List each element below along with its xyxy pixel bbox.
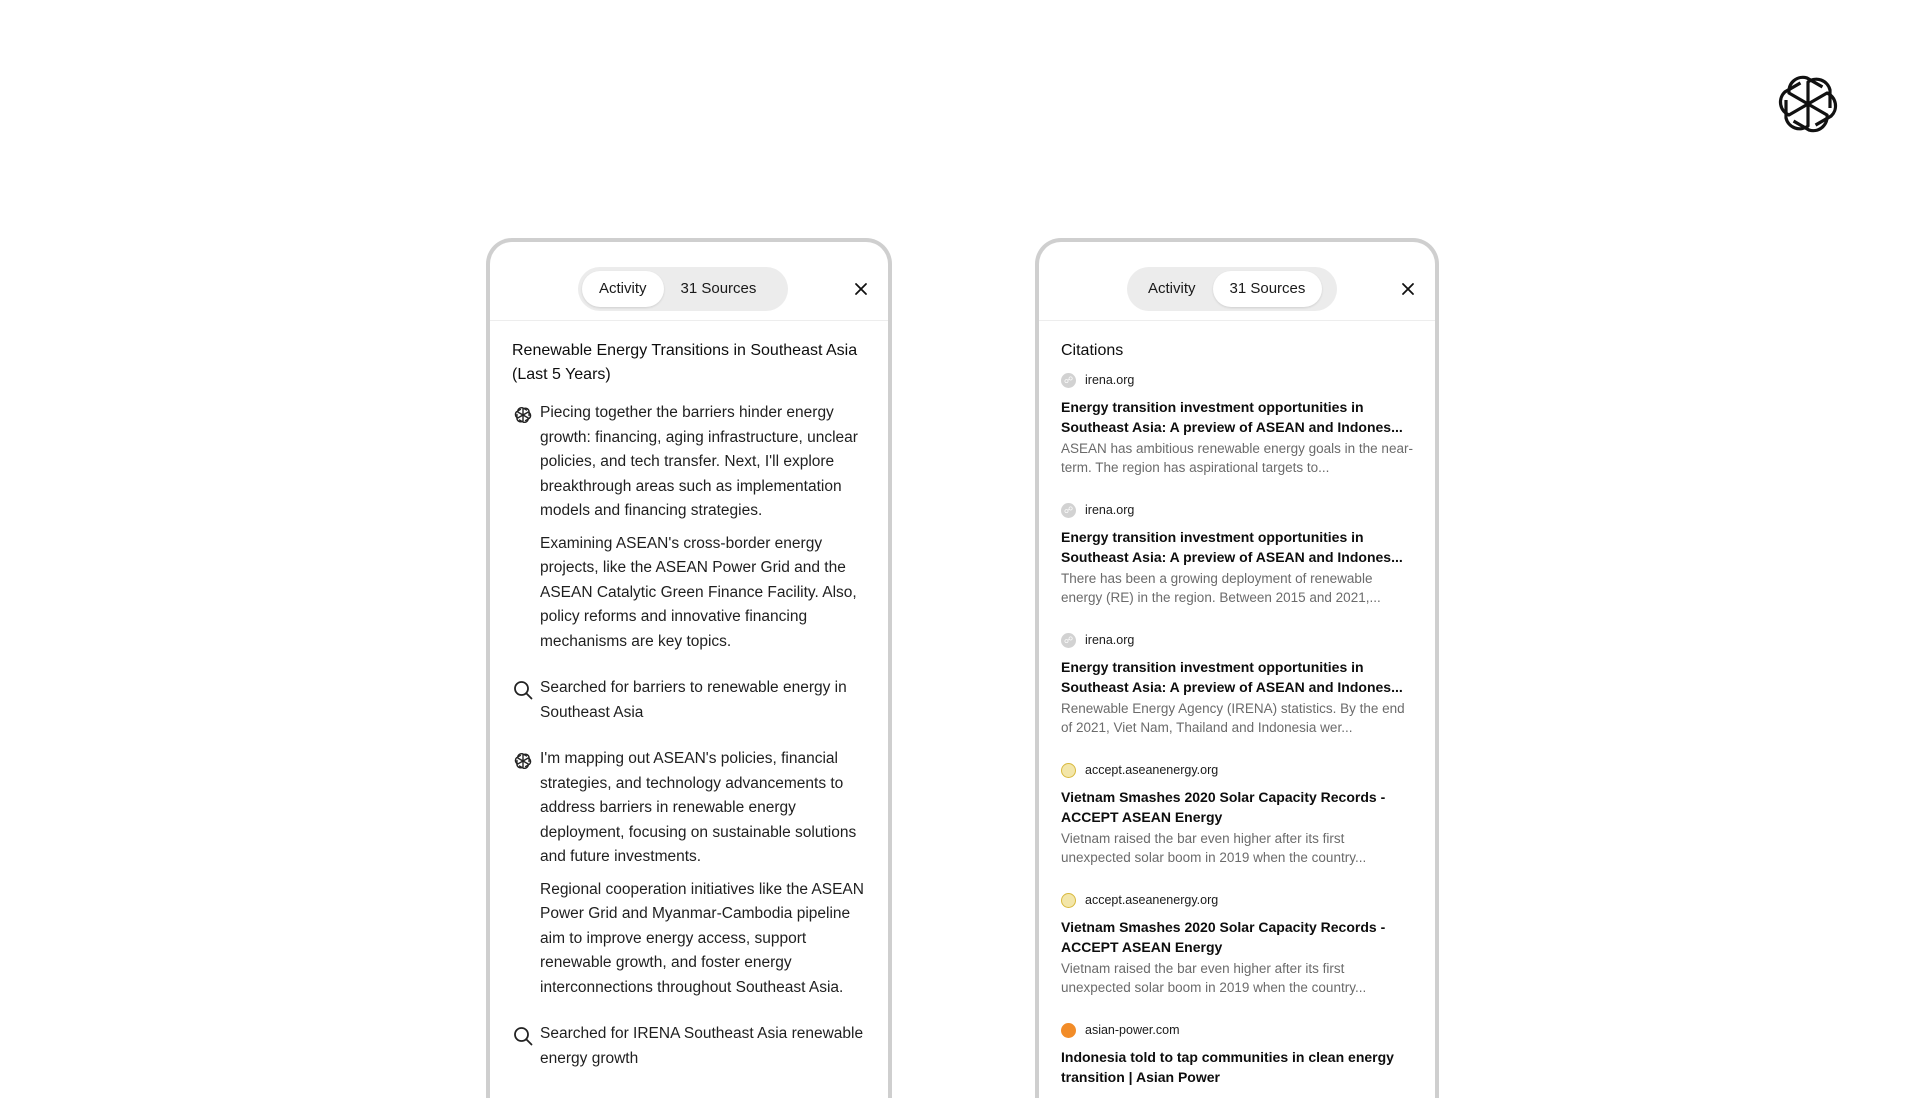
activity-list (490, 321, 888, 1079)
panel-header (1039, 242, 1435, 321)
sources-panel (1035, 238, 1439, 1098)
activity-text: Searched for barriers to renewable energy in Southeast Asia (540, 679, 847, 721)
irena-favicon-icon: ☍ (1061, 633, 1076, 648)
openai-logo-icon (512, 750, 534, 772)
citation-title[interactable]: Energy transition investment opportunities in Southeast Asia: A preview of ASEAN and Indones... (1061, 399, 1403, 435)
citation-domain: accept.aseanenergy.org (1085, 893, 1219, 907)
activity-text: Searched for IRENA Southeast Asia renewable energy growth (540, 1025, 864, 1067)
citation-source (1061, 631, 1413, 649)
citation-snippet: There has been a growing deployment of renewable energy (RE) in the region. Between 2015 and 2021,... (1061, 571, 1381, 605)
close-icon[interactable] (852, 280, 870, 298)
activity-item (512, 1022, 866, 1079)
irena-favicon-icon: ☍ (1061, 373, 1076, 388)
asean-energy-favicon-icon (1061, 893, 1076, 908)
citation-item[interactable] (1061, 631, 1413, 737)
citation-item[interactable] (1061, 501, 1413, 607)
openai-logo-icon (512, 404, 534, 426)
citation-title[interactable]: Vietnam Smashes 2020 Solar Capacity Records - ACCEPT ASEAN Energy (1061, 919, 1386, 955)
citation-snippet: Renewable Energy Agency (IRENA) statistics. By the end of 2021, Viet Nam, Thailand and Indonesia wer... (1061, 701, 1405, 735)
tab-switcher (1127, 267, 1337, 311)
citation-title[interactable]: Energy transition investment opportunities in Southeast Asia: A preview of ASEAN and Indones... (1061, 529, 1403, 565)
activity-item (512, 401, 866, 662)
asean-energy-favicon-icon (1061, 763, 1076, 778)
citation-domain: irena.org (1085, 373, 1135, 387)
activity-text: Piecing together the barriers hinder energy growth: financing, aging infrastructure, unclear policies, and tech transfer. Next, I'll explore breakthrough areas such as implementation models and financing strategies. (540, 404, 858, 519)
tab-sources[interactable]: 31 Sources (680, 280, 757, 297)
search-icon (512, 1025, 534, 1047)
asian-power-favicon-icon (1061, 1023, 1076, 1038)
activity-item (512, 676, 866, 733)
openai-logo-icon (1768, 64, 1848, 144)
citation-title[interactable]: Vietnam Smashes 2020 Solar Capacity Records - ACCEPT ASEAN Energy (1061, 789, 1386, 825)
citation-source (1061, 501, 1413, 519)
citations-list (1039, 321, 1435, 1087)
activity-text: Examining ASEAN's cross-border energy projects, like the ASEAN Power Grid and the ASEAN Catalytic Green Finance Facility. Also, policy reforms and innovative financing mechanisms are key topics. (540, 534, 857, 650)
citation-source (1061, 371, 1413, 389)
panel-header (490, 242, 888, 321)
citation-snippet: Vietnam raised the bar even higher after its first unexpected solar boom in 2019 when the country... (1061, 831, 1367, 865)
search-icon (512, 679, 534, 701)
tab-activity[interactable]: Activity (582, 271, 664, 307)
activity-item (512, 747, 866, 1008)
activity-title: Renewable Energy Transitions in Southeast Asia (Last 5 Years) (512, 342, 858, 383)
citation-snippet: Vietnam raised the bar even higher after its first unexpected solar boom in 2019 when the country... (1061, 961, 1367, 995)
citation-source (1061, 1021, 1413, 1039)
activity-panel (486, 238, 892, 1098)
tab-activity[interactable]: Activity (1148, 280, 1196, 297)
citation-item[interactable] (1061, 1021, 1413, 1087)
tab-switcher (578, 267, 788, 311)
citations-heading: Citations (1061, 342, 1124, 359)
citation-domain: irena.org (1085, 503, 1135, 517)
citation-title[interactable]: Energy transition investment opportunities in Southeast Asia: A preview of ASEAN and Indones... (1061, 659, 1403, 695)
tab-sources[interactable]: 31 Sources (1213, 271, 1323, 307)
citation-title[interactable]: Indonesia told to tap communities in clean energy transition | Asian Power (1061, 1049, 1394, 1085)
activity-text: Regional cooperation initiatives like the ASEAN Power Grid and Myanmar-Cambodia pipeline aim to improve energy access, support renewable growth, and foster energy interconnections throughout Southeast Asia. (540, 880, 864, 996)
citation-snippet: ASEAN has ambitious renewable energy goals in the near-term. The region has aspirational targets to... (1061, 441, 1413, 475)
citation-item[interactable] (1061, 371, 1413, 477)
citation-item[interactable] (1061, 761, 1413, 867)
citation-domain: irena.org (1085, 633, 1135, 647)
citation-source (1061, 761, 1413, 779)
citation-item[interactable] (1061, 891, 1413, 997)
irena-favicon-icon: ☍ (1061, 503, 1076, 518)
citation-source (1061, 891, 1413, 909)
activity-text: I'm mapping out ASEAN's policies, financial strategies, and technology advancements to address barriers in renewable energy deployment, focusing on sustainable solutions and future investments. (540, 750, 857, 865)
citation-domain: accept.aseanenergy.org (1085, 763, 1219, 777)
citation-domain: asian-power.com (1085, 1023, 1180, 1037)
close-icon[interactable] (1399, 280, 1417, 298)
